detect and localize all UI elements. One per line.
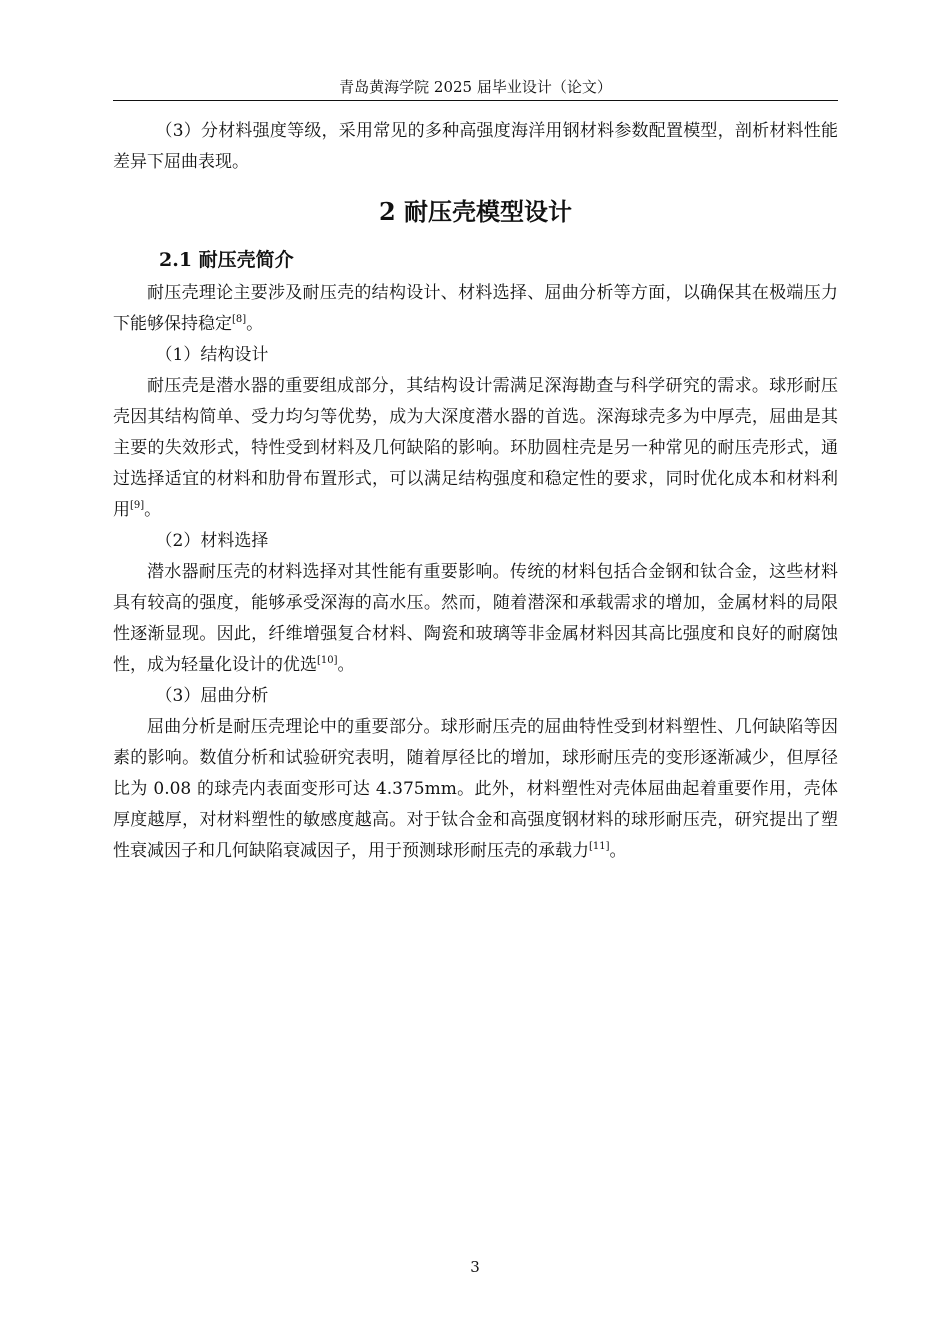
page-number: 3 bbox=[470, 1258, 480, 1276]
page-header bbox=[113, 74, 838, 101]
paragraph-end: 。 bbox=[609, 841, 627, 861]
citation-ref: [11] bbox=[589, 841, 610, 852]
intro-paragraph: （3）分材料强度等级，采用常见的多种高强度海洋用钢材料参数配置模型，剖析材料性能差异下屈曲表现。 bbox=[113, 121, 838, 172]
paragraph-text: 屈曲分析是耐压壳理论中的重要部分。球形耐压壳的屈曲特性受到材料塑性、几何缺陷等因素的影响。数值分析和试验研究表明，随着厚径比的增加，球形耐压壳的变形逐渐减少，但厚径比为 0.08 的球壳内表面变形可达 4.375mm。此外，材料塑性对壳体屈曲起着重要作用，壳体厚度越厚，对材料塑性的敏感度越高。对于钛合金和高强度钢材料的球形耐压壳，研究提出了塑性衰减因子和几何缺陷衰减因子，用于预测球形耐压壳的承载力 bbox=[113, 717, 838, 861]
body-paragraph-1 bbox=[113, 278, 838, 340]
paragraph-end: 。 bbox=[246, 314, 264, 334]
paragraph-end: 。 bbox=[144, 500, 162, 520]
list-item-structure-design: （1）结构设计 bbox=[155, 345, 269, 365]
citation-ref: [8] bbox=[232, 314, 247, 325]
paragraph-text: 潜水器耐压壳的材料选择对其性能有重要影响。传统的材料包括合金钢和钛合金，这些材料具有较高的强度，能够承受深海的高水压。然而，随着潜深和承载需求的增加，金属材料的局限性逐渐显现。因此，纤维增强复合材料、陶瓷和玻璃等非金属材料因其高比强度和良好的耐腐蚀性，成为轻量化设计的优选 bbox=[113, 562, 838, 675]
header-title: 青岛黄海学院 2025 届毕业设计（论文） bbox=[339, 78, 612, 96]
page-body bbox=[113, 116, 838, 867]
citation-ref: [9] bbox=[130, 500, 145, 511]
chapter-title: 2 耐压壳模型设计 bbox=[378, 197, 573, 226]
list-item-buckling-analysis: （3）屈曲分析 bbox=[155, 686, 269, 706]
paragraph-end: 。 bbox=[337, 655, 355, 675]
section-title: 2.1 耐压壳简介 bbox=[159, 249, 294, 271]
list-item-material-selection: （2）材料选择 bbox=[155, 531, 269, 551]
paragraph-text: 耐压壳是潜水器的重要组成部分，其结构设计需满足深海勘查与科学研究的需求。球形耐压壳因其结构简单、受力均匀等优势，成为大深度潜水器的首选。深海球壳多为中厚壳，屈曲是其主要的失效形式，特性受到材料及几何缺陷的影响。环肋圆柱壳是另一种常见的耐压壳形式，通过选择适宜的材料和肋骨布置形式，可以满足结构强度和稳定性的要求，同时优化成本和材料利用 bbox=[113, 376, 838, 520]
citation-ref: [10] bbox=[317, 655, 338, 666]
body-paragraph-2 bbox=[113, 371, 838, 526]
body-paragraph-4 bbox=[113, 712, 838, 867]
body-paragraph-3 bbox=[113, 557, 838, 681]
paragraph-text: 耐压壳理论主要涉及耐压壳的结构设计、材料选择、屈曲分析等方面，以确保其在极端压力下能够保持稳定 bbox=[113, 283, 838, 334]
